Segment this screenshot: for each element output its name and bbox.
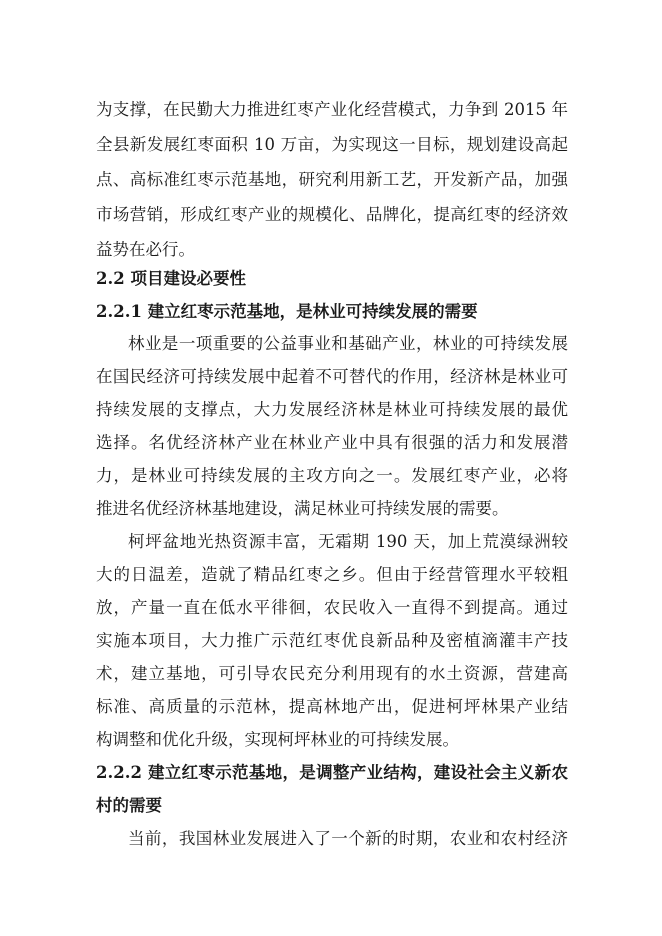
paragraph-line: 在国民经济可持续发展中起着不可替代的作用，经济林是林业可	[96, 367, 568, 386]
paragraph-line: 市场营销，形成红枣产业的规模化、品牌化，提高红枣的经济效	[96, 205, 568, 224]
paragraph-line: 益势在必行。	[96, 240, 195, 259]
paragraph-line: 点、高标准红枣示范基地，研究利用新工艺，开发新产品，加强	[96, 170, 568, 189]
paragraph-line: 标准、高质量的示范林，提高林地产出，促进柯坪林果产业结	[96, 697, 568, 716]
paragraph-line: 大的日温差，造就了精品红枣之乡。但由于经营管理水平较粗	[96, 565, 568, 584]
paragraph-line: 力，是林业可持续发展的主攻方向之一。发展红枣产业，必将	[96, 466, 568, 485]
paragraph-line: 实施本项目，大力推广示范红枣优良新品种及密植滴灌丰产技	[96, 631, 568, 650]
paragraph-line: 持续发展的支撑点，大力发展经济林是林业可持续发展的最优	[96, 400, 568, 419]
paragraph-line: 构调整和优化升级，实现柯坪林业的可持续发展。	[96, 730, 459, 749]
section-heading: 2.2 项目建设必要性	[96, 269, 246, 288]
subsection-heading: 2.2.1 建立红枣示范基地，是林业可持续发展的需要	[96, 302, 478, 321]
subsection-heading: 2.2.2 建立红枣示范基地，是调整产业结构，建设社会主义新农	[96, 763, 568, 782]
paragraph-line: 柯坪盆地光热资源丰富，无霜期 190 天，加上荒漠绿洲较	[128, 532, 568, 551]
paragraph-line: 术，建立基地，可引导农民充分利用现有的水土资源，营建高	[96, 664, 568, 683]
paragraph-line: 当前，我国林业发展进入了一个新的时期，农业和农村经济	[128, 829, 568, 848]
subsection-heading-continued: 村的需要	[96, 796, 162, 815]
paragraph-line: 选择。名优经济林产业在林业产业中具有很强的活力和发展潜	[96, 433, 568, 452]
paragraph-line: 全县新发展红枣面积 10 万亩，为实现这一目标，规划建设高起	[96, 135, 568, 154]
paragraph-line: 林业是一项重要的公益事业和基础产业，林业的可持续发展	[128, 334, 568, 353]
paragraph-line: 放，产量一直在低水平徘徊，农民收入一直得不到提高。通过	[96, 598, 568, 617]
paragraph-line: 为支撑，在民勤大力推进红枣产业化经营模式，力争到 2015 年	[96, 100, 568, 119]
paragraph-line: 推进名优经济林基地建设，满足林业可持续发展的需要。	[96, 499, 509, 518]
